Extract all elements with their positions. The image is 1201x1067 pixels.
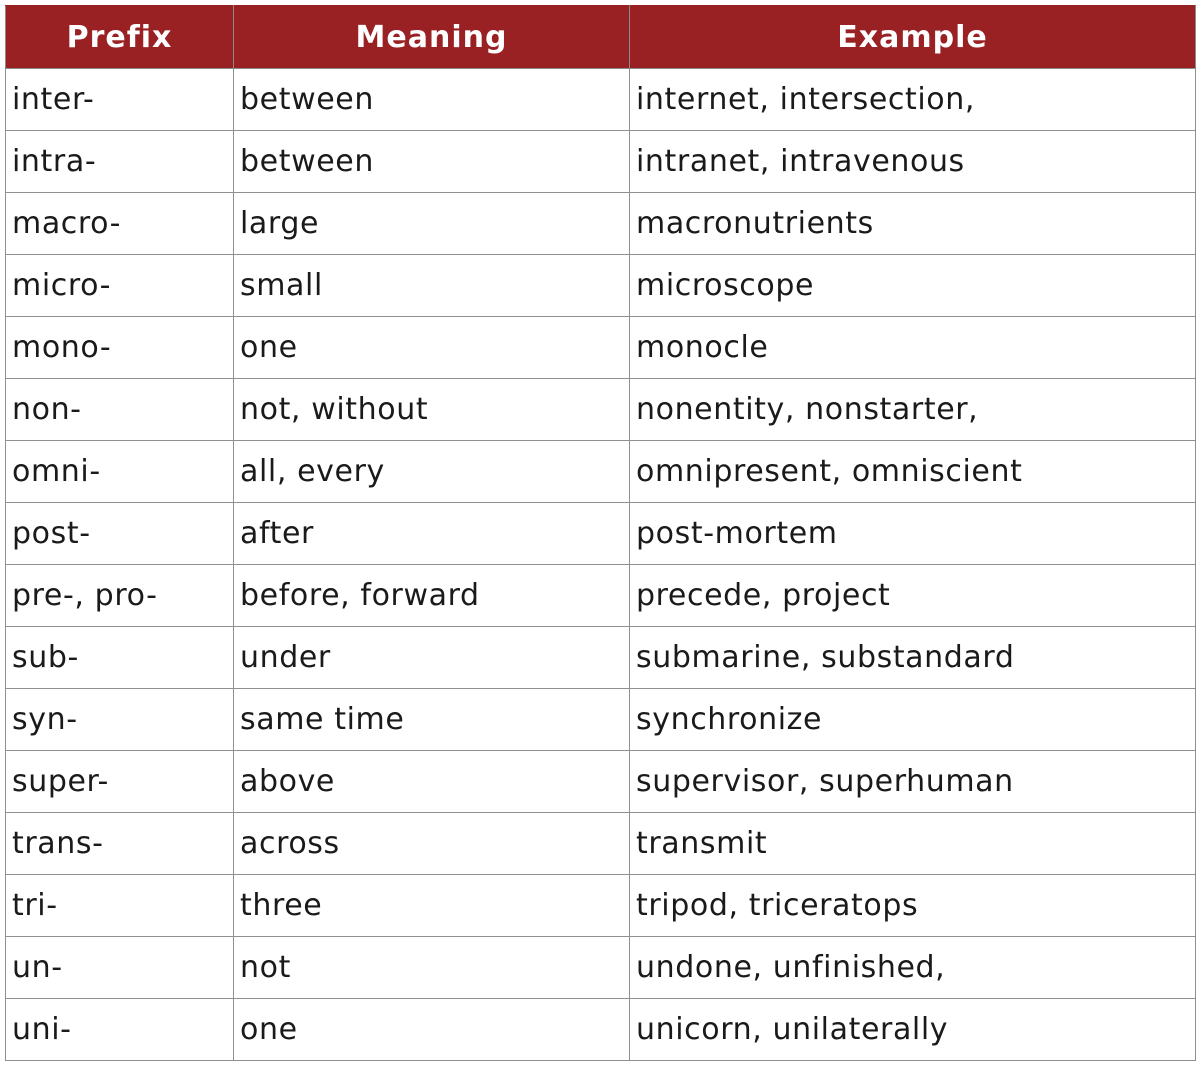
meaning-cell: one [234,999,630,1061]
prefix-cell: omni- [6,441,234,503]
meaning-cell: under [234,627,630,689]
example-cell: microscope [630,255,1196,317]
prefix-cell: intra- [6,131,234,193]
prefix-table-container [5,5,1195,1061]
header-prefix: Prefix [6,6,234,69]
meaning-cell: not, without [234,379,630,441]
prefix-cell: trans- [6,813,234,875]
table-row [6,937,1196,999]
table-header-row [6,6,1196,69]
example-cell: supervisor, superhuman [630,751,1196,813]
table-row [6,689,1196,751]
table-row [6,503,1196,565]
table-row [6,379,1196,441]
prefix-cell: macro- [6,193,234,255]
example-cell: nonentity, nonstarter, [630,379,1196,441]
example-cell: macronutrients [630,193,1196,255]
meaning-cell: small [234,255,630,317]
prefix-cell: pre-, pro- [6,565,234,627]
meaning-cell: same time [234,689,630,751]
table-row [6,255,1196,317]
meaning-cell: between [234,69,630,131]
meaning-cell: between [234,131,630,193]
prefix-cell: super- [6,751,234,813]
meaning-cell: before, forward [234,565,630,627]
prefix-cell: mono- [6,317,234,379]
table-row [6,751,1196,813]
example-cell: omnipresent, omniscient [630,441,1196,503]
example-cell: tripod, triceratops [630,875,1196,937]
prefix-cell: tri- [6,875,234,937]
meaning-cell: above [234,751,630,813]
prefix-cell: micro- [6,255,234,317]
meaning-cell: all, every [234,441,630,503]
meaning-cell: not [234,937,630,999]
example-cell: monocle [630,317,1196,379]
meaning-cell: one [234,317,630,379]
table-row [6,69,1196,131]
meaning-cell: three [234,875,630,937]
meaning-cell: large [234,193,630,255]
table-row [6,813,1196,875]
prefix-cell: sub- [6,627,234,689]
prefix-cell: uni- [6,999,234,1061]
example-cell: precede, project [630,565,1196,627]
example-cell: submarine, substandard [630,627,1196,689]
table-row [6,565,1196,627]
example-cell: intranet, intravenous [630,131,1196,193]
example-cell: post-mortem [630,503,1196,565]
meaning-cell: across [234,813,630,875]
table-row [6,999,1196,1061]
table-row [6,875,1196,937]
table-row [6,627,1196,689]
prefix-cell: syn- [6,689,234,751]
header-meaning: Meaning [234,6,630,69]
table-row [6,131,1196,193]
prefix-cell: un- [6,937,234,999]
example-cell: transmit [630,813,1196,875]
example-cell: unicorn, unilaterally [630,999,1196,1061]
meaning-cell: after [234,503,630,565]
prefix-table [5,5,1196,1061]
example-cell: undone, unfinished, [630,937,1196,999]
table-row [6,441,1196,503]
prefix-cell: post- [6,503,234,565]
example-cell: synchronize [630,689,1196,751]
header-example: Example [630,6,1196,69]
table-row [6,317,1196,379]
example-cell: internet, intersection, [630,69,1196,131]
prefix-cell: non- [6,379,234,441]
table-row [6,193,1196,255]
prefix-cell: inter- [6,69,234,131]
